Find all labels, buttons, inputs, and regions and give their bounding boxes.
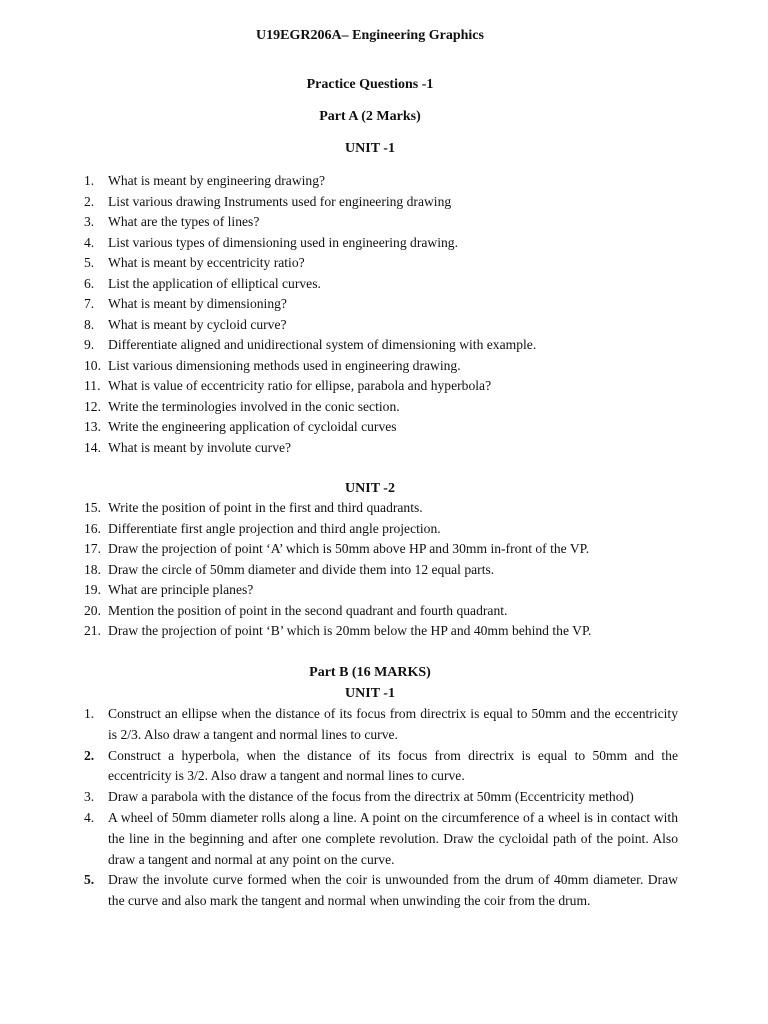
question-text: What is meant by eccentricity ratio? (108, 255, 305, 270)
question-number: 2. (84, 193, 95, 209)
question-number: 13. (84, 419, 101, 434)
part-a-unit2-question-list (84, 498, 678, 642)
question-number: 7. (84, 296, 95, 311)
question-number: 21. (84, 623, 101, 638)
question-item (84, 704, 678, 746)
question-number: 18. (84, 561, 101, 577)
question-text: A wheel of 50mm diameter rolls along a line. A point on the circumference of a wheel is in contact with the line in the beginning and after one complete revolution. Draw the cycloidal path of the point. Also draw a tangent and normal at any point on the curve. (108, 809, 678, 867)
question-text: What is meant by dimensioning? (108, 296, 287, 311)
question-text: What is meant by involute curve? (108, 439, 292, 455)
question-item (84, 171, 678, 192)
question-text: Draw the involute curve formed when the coir is unwounded from the drum of 40mm diameter. Draw the curve and also mark the tangent and normal when unwinding the coir from the drum. (108, 872, 678, 909)
question-number: 12. (84, 398, 101, 414)
course-title: U19EGR206A– Engineering Graphics (256, 28, 484, 43)
part-b-heading: Part B (16 MARKS) (309, 665, 431, 680)
question-text: Mention the position of point in the second quadrant and fourth quadrant. (108, 602, 508, 618)
question-text: Differentiate first angle projection and third angle projection. (108, 520, 441, 536)
question-text: Differentiate aligned and unidirectional system of dimensioning with example. (108, 337, 537, 352)
question-item (84, 787, 678, 808)
question-number: 16. (84, 520, 101, 536)
question-text: Construct an ellipse when the distance of its focus from directrix is equal to 50mm and the eccentricity is 2/3. Also draw a tangent and normal lines to curve. (108, 706, 678, 742)
question-text: What is meant by cycloid curve? (108, 316, 287, 332)
practice-title: Practice Questions -1 (306, 77, 434, 92)
question-number: 1. (84, 173, 95, 188)
part-a-unit1-heading: UNIT -1 (345, 141, 395, 156)
question-item (84, 519, 678, 540)
question-text: List various dimensioning methods used in engineering drawing. (108, 357, 461, 373)
question-number: 1. (84, 706, 95, 721)
question-item (84, 438, 678, 459)
question-text: List the application of elliptical curves. (108, 275, 321, 291)
question-number: 4. (84, 234, 95, 250)
question-number: 3. (84, 214, 95, 229)
question-text: What are principle planes? (108, 582, 254, 597)
question-item (84, 192, 678, 213)
part-a-unit2-heading: UNIT -2 (345, 481, 395, 496)
question-number: 17. (84, 541, 101, 556)
question-number: 5. (84, 872, 95, 888)
question-item (84, 315, 678, 336)
question-item (84, 539, 678, 560)
question-number: 20. (84, 602, 101, 618)
question-item (84, 294, 678, 315)
question-text: Draw a parabola with the distance of the focus from the directrix at 50mm (Eccentricity method) (108, 789, 634, 805)
question-text: Construct a hyperbola, when the distance of its focus from directrix is equal to 50mm and the eccentricity is 3/2. Also draw a tangent and normal lines to curve. (108, 747, 678, 784)
part-b-unit1-question-list (84, 704, 678, 912)
part-a-heading: Part A (2 Marks) (319, 109, 421, 124)
question-number: 3. (84, 789, 95, 805)
part-b-unit1-heading: UNIT -1 (345, 686, 395, 701)
question-number: 19. (84, 582, 101, 597)
question-item (84, 498, 678, 519)
question-number: 4. (84, 809, 95, 825)
question-text: Draw the projection of point ‘B’ which is 20mm below the HP and 40mm behind the VP. (108, 623, 592, 638)
question-number: 14. (84, 439, 101, 455)
question-text: Draw the projection of point ‘A’ which is 50mm above HP and 30mm in-front of the VP. (108, 541, 590, 556)
question-number: 8. (84, 316, 95, 332)
question-text: List various types of dimensioning used in engineering drawing. (108, 234, 458, 250)
question-item (84, 356, 678, 377)
question-number: 6. (84, 275, 95, 291)
question-number: 2. (84, 747, 95, 763)
question-item (84, 560, 678, 581)
question-text: Write the terminologies involved in the conic section. (108, 398, 400, 414)
question-item (84, 808, 678, 870)
part-a-unit1-question-list (84, 171, 678, 458)
question-item (84, 417, 678, 438)
question-number: 15. (84, 500, 101, 515)
question-text: What is value of eccentricity ratio for ellipse, parabola and hyperbola? (108, 378, 492, 393)
question-item (84, 746, 678, 788)
question-item (84, 233, 678, 254)
question-text: List various drawing Instruments used for engineering drawing (108, 193, 452, 209)
question-text: Write the engineering application of cycloidal curves (108, 419, 397, 434)
question-item (84, 376, 678, 397)
question-item (84, 212, 678, 233)
question-text: Draw the circle of 50mm diameter and divide them into 12 equal parts. (108, 561, 495, 577)
question-text: Write the position of point in the first and third quadrants. (108, 500, 423, 515)
question-item (84, 580, 678, 601)
question-number: 5. (84, 255, 95, 270)
question-item (84, 601, 678, 622)
question-number: 10. (84, 357, 101, 373)
question-text: What is meant by engineering drawing? (108, 173, 326, 188)
question-item (84, 870, 678, 912)
question-number: 11. (84, 378, 101, 393)
question-item (84, 274, 678, 295)
question-number: 9. (84, 337, 95, 352)
question-item (84, 253, 678, 274)
question-item (84, 397, 678, 418)
question-item (84, 621, 678, 642)
question-text: What are the types of lines? (108, 214, 260, 229)
question-item (84, 335, 678, 356)
